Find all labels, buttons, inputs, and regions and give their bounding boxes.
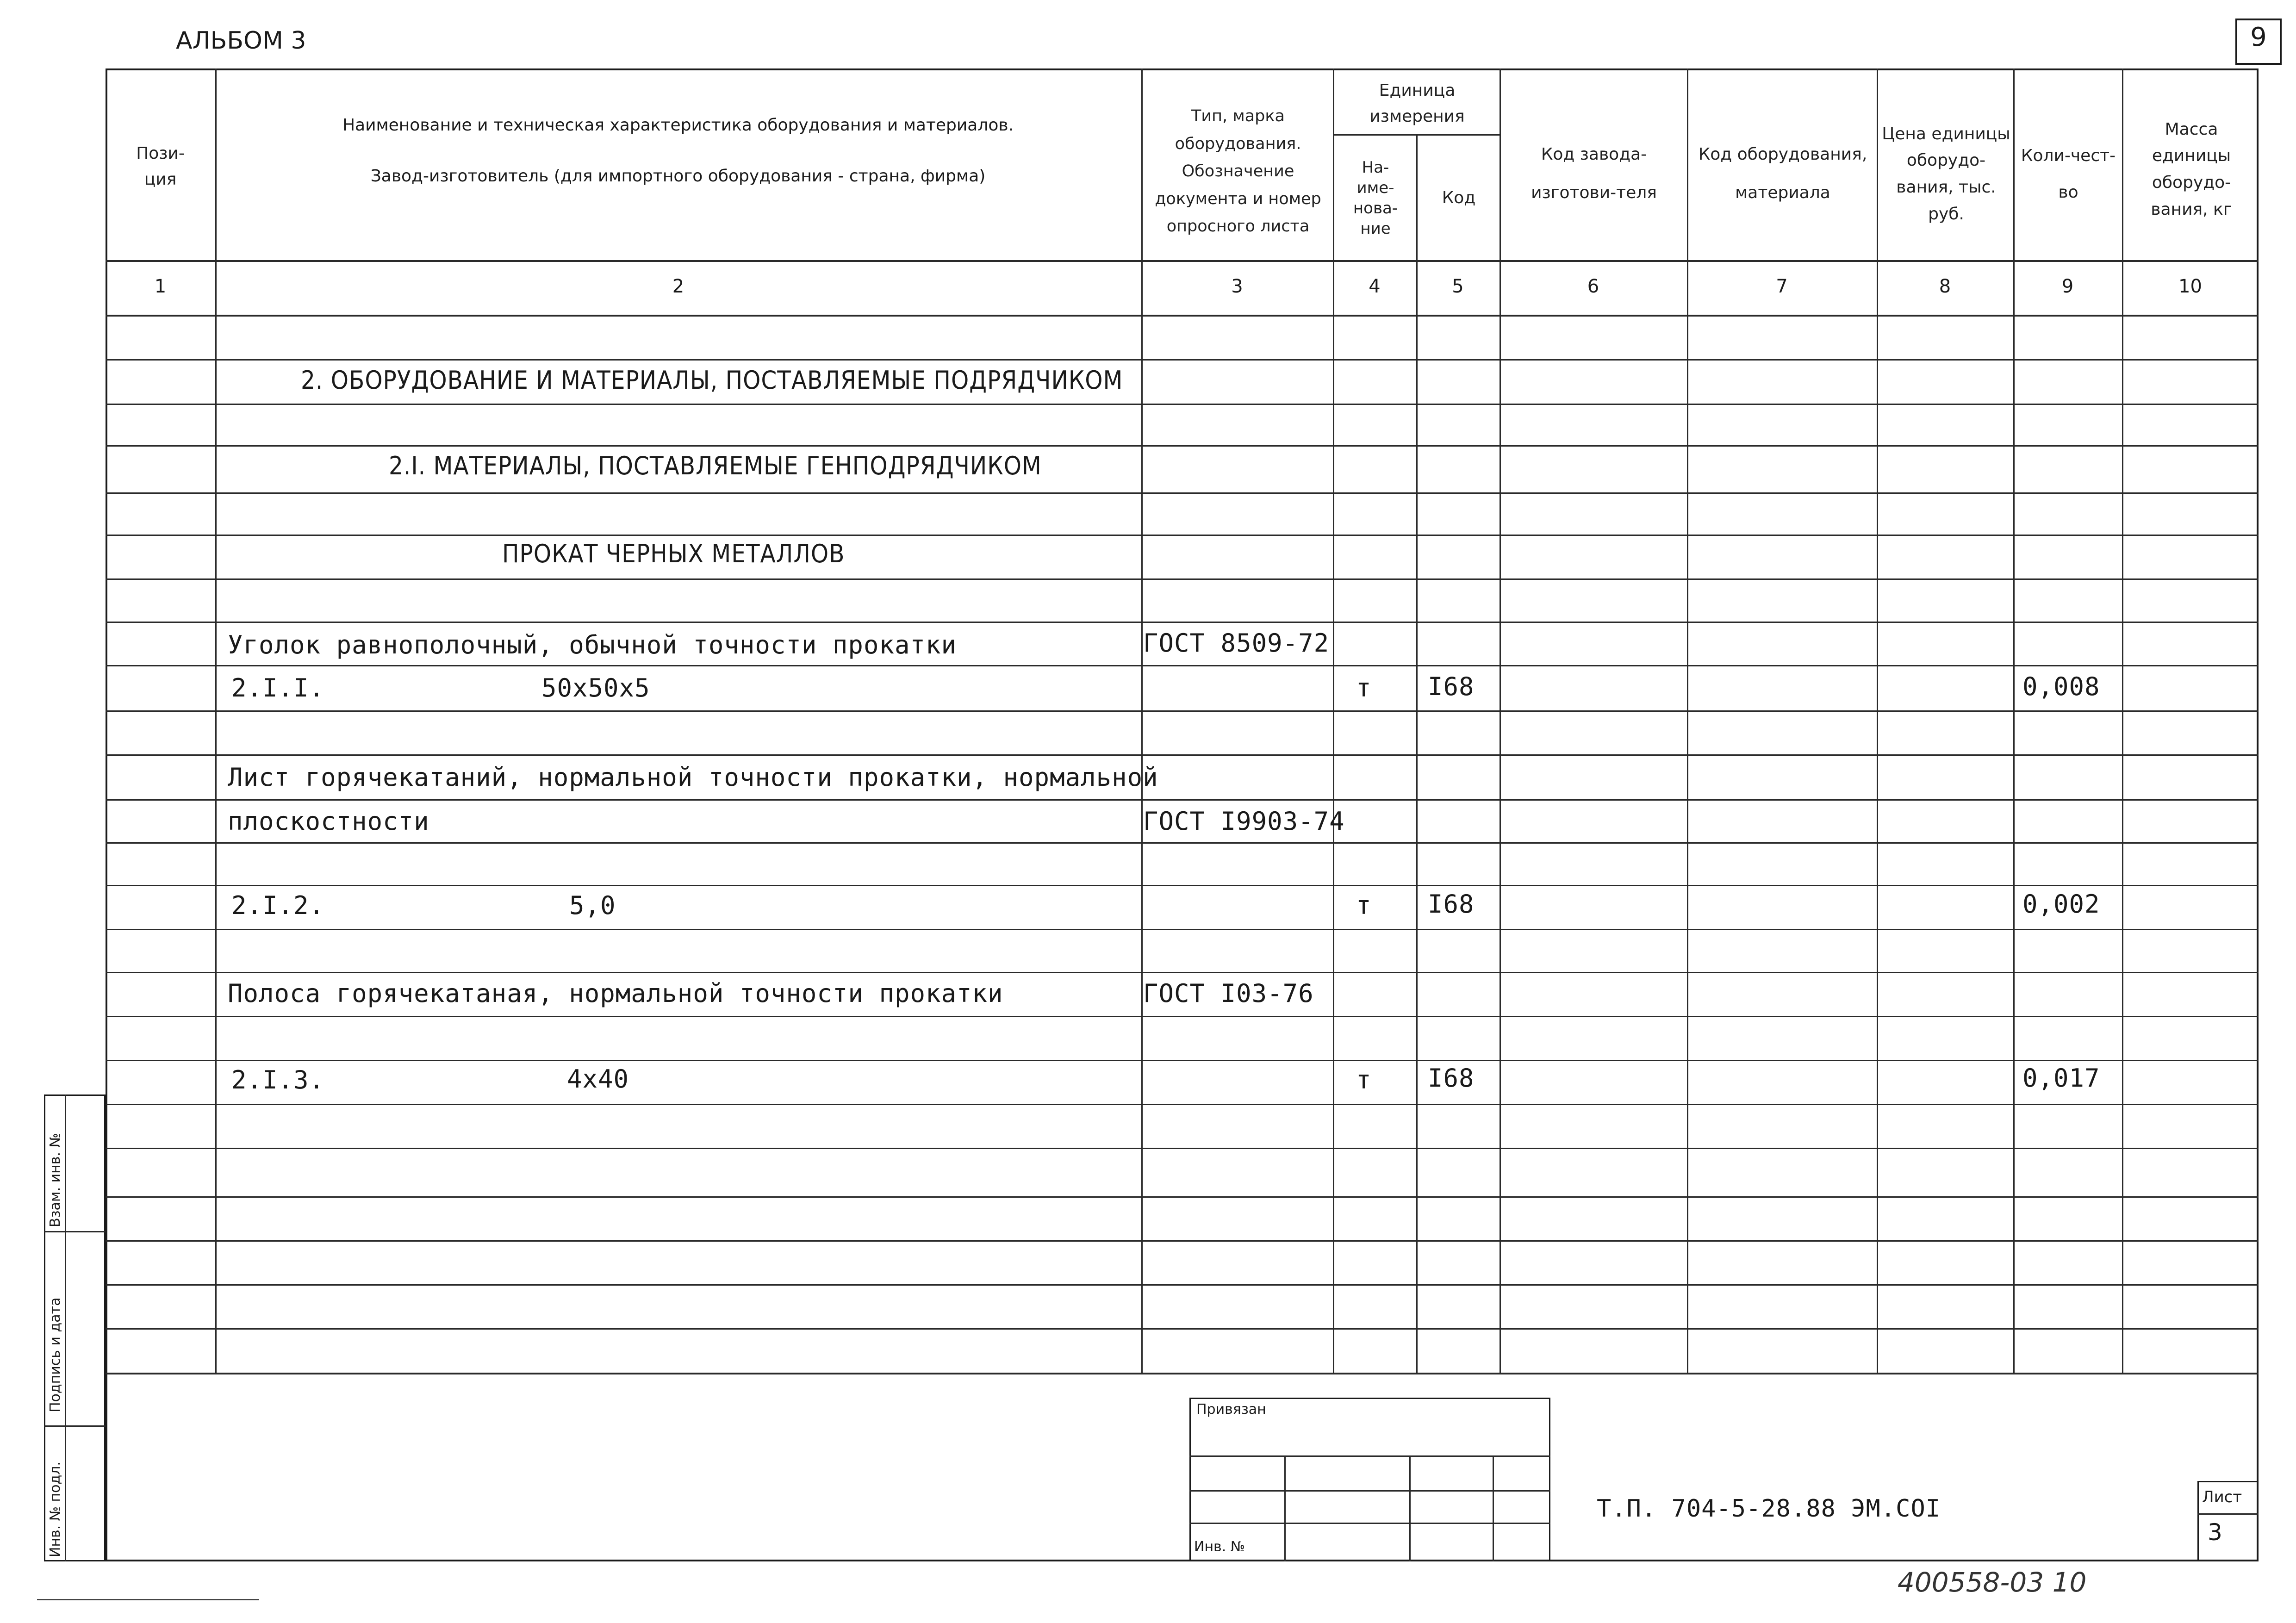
side-label-replace: Взам. инв. № bbox=[47, 1133, 63, 1227]
col-sep-6 bbox=[1687, 68, 1688, 1373]
row-line bbox=[106, 1328, 2259, 1330]
row-line bbox=[106, 710, 2259, 712]
binding-col bbox=[1284, 1455, 1286, 1561]
binding-col bbox=[1409, 1455, 1411, 1561]
item-description: Уголок равнополочный, обычной точности прокатки bbox=[228, 630, 957, 659]
column-number: 7 bbox=[1776, 276, 1788, 297]
col-sep-3 bbox=[1333, 68, 1334, 1373]
document-designation: Т.П. 704-5-28.88 ЭМ.СОI bbox=[1597, 1495, 1941, 1523]
column-number: 10 bbox=[2178, 276, 2202, 297]
column-number: 9 bbox=[2061, 276, 2074, 297]
item-document: ГОСТ I03-76 bbox=[1143, 979, 1314, 1008]
item-unit: т bbox=[1356, 891, 1372, 920]
side-label-sign: Подпись и дата bbox=[47, 1297, 63, 1412]
row-line bbox=[106, 754, 2259, 756]
item-document: ГОСТ I9903-74 bbox=[1143, 807, 1345, 836]
item-size: 4x40 bbox=[567, 1064, 629, 1094]
album-label: АЛЬБОМ 3 bbox=[176, 27, 306, 55]
item-quantity: 0,002 bbox=[2022, 889, 2100, 919]
item-position: 2.I.3. bbox=[231, 1065, 325, 1094]
side-stamp-line bbox=[44, 1425, 106, 1427]
section-heading-2-1: 2.I. МАТЕРИАЛЫ, ПОСТАВЛЯЕМЫЕ ГЕНПОДРЯДЧИКОМ bbox=[389, 451, 1042, 480]
binding-stamp bbox=[1189, 1398, 1550, 1561]
header-unit-group: Единица измерения bbox=[1369, 81, 1465, 126]
header-name-line1: Наименование и техническая характеристика оборудования и материалов. bbox=[342, 116, 1014, 135]
row-line bbox=[106, 929, 2259, 930]
archive-code: 400558-03 10 bbox=[1898, 1567, 2087, 1598]
header-bottom-line bbox=[106, 260, 2259, 262]
header-position: Пози- ция bbox=[136, 144, 185, 189]
section-heading-metal: ПРОКАТ ЧЕРНЫХ МЕТАЛЛОВ bbox=[502, 539, 845, 568]
row-line bbox=[106, 1016, 2259, 1017]
binding-col bbox=[1493, 1455, 1494, 1561]
side-stamp-divider bbox=[65, 1094, 66, 1561]
column-number-line bbox=[106, 315, 2259, 317]
row-line bbox=[106, 972, 2259, 973]
header-quantity: Коли-чест-во bbox=[2021, 146, 2116, 202]
sheet-label: Лист bbox=[2202, 1488, 2242, 1506]
column-number: 3 bbox=[1231, 276, 1243, 297]
item-unit: т bbox=[1356, 1065, 1372, 1094]
col-sep-9 bbox=[2122, 68, 2123, 1373]
header-mass: Масса единицы оборудо-вания, кг bbox=[2151, 119, 2232, 219]
item-quantity: 0,008 bbox=[2022, 672, 2100, 701]
item-description-cont: плоскостности bbox=[228, 807, 429, 836]
column-number: 5 bbox=[1452, 276, 1464, 297]
col-sep-5 bbox=[1500, 68, 1501, 1373]
binding-line bbox=[1189, 1523, 1550, 1524]
col-sep-1 bbox=[215, 68, 217, 1373]
row-line bbox=[106, 1284, 2259, 1286]
item-description: Полоса горячекатаная, нормальной точности прокатки bbox=[228, 979, 1003, 1008]
header-material-code: Код оборудования, материала bbox=[1698, 145, 1867, 202]
row-line bbox=[106, 404, 2259, 405]
row-line bbox=[106, 622, 2259, 623]
item-unit: т bbox=[1356, 673, 1372, 703]
col-sep-8 bbox=[2013, 68, 2015, 1373]
row-line bbox=[106, 1104, 2259, 1105]
side-stamp-line bbox=[44, 1231, 106, 1232]
binding-label: Привязан bbox=[1196, 1401, 1266, 1418]
row-line bbox=[106, 492, 2259, 494]
column-number: 6 bbox=[1587, 276, 1599, 297]
row-line bbox=[106, 578, 2259, 580]
header-unit-name: На- име- нова- ние bbox=[1353, 158, 1398, 238]
row-line bbox=[106, 1240, 2259, 1242]
binding-line bbox=[1189, 1455, 1550, 1457]
row-line bbox=[106, 1060, 2259, 1061]
binding-inv-label: Инв. № bbox=[1194, 1539, 1245, 1555]
column-number: 2 bbox=[672, 276, 684, 297]
row-line bbox=[106, 1196, 2259, 1198]
section-heading-2: 2. ОБОРУДОВАНИЕ И МАТЕРИАЛЫ, ПОСТАВЛЯЕМЫЕ ПОДРЯДЧИКОМ bbox=[301, 366, 1123, 395]
row-line bbox=[106, 359, 2259, 361]
sheet-box-line bbox=[2197, 1513, 2259, 1515]
header-type: Тип, марка оборудования. Обозначение документа и номер опросного листа bbox=[1155, 107, 1321, 236]
col-sep-7 bbox=[1877, 68, 1878, 1373]
row-line bbox=[106, 885, 2259, 886]
bottom-rule bbox=[37, 1599, 259, 1600]
header-name-line2: Завод-изготовитель (для импортного оборудования - страна, фирма) bbox=[370, 167, 986, 186]
col-sep-4 bbox=[1416, 134, 1418, 1373]
header-unit-code: Код bbox=[1442, 188, 1476, 208]
item-size: 5,0 bbox=[569, 891, 616, 920]
column-number: 8 bbox=[1939, 276, 1951, 297]
row-line bbox=[106, 1148, 2259, 1149]
row-line bbox=[106, 665, 2259, 666]
item-unit-code: I68 bbox=[1428, 889, 1475, 919]
row-line bbox=[106, 799, 2259, 801]
table-body-bottom bbox=[106, 1373, 2259, 1374]
row-line bbox=[106, 842, 2259, 844]
column-number: 1 bbox=[154, 276, 167, 297]
item-quantity: 0,017 bbox=[2022, 1063, 2100, 1093]
row-line bbox=[106, 535, 2259, 536]
col-sep-2 bbox=[1141, 68, 1143, 1373]
column-number: 4 bbox=[1369, 276, 1381, 297]
item-position: 2.I.I. bbox=[231, 673, 325, 703]
sheet-number: 3 bbox=[2208, 1519, 2222, 1546]
item-position: 2.I.2. bbox=[231, 891, 325, 920]
item-size: 50x50x5 bbox=[541, 673, 650, 703]
page-number: 9 bbox=[2250, 22, 2267, 52]
item-unit-code: I68 bbox=[1428, 1063, 1475, 1093]
side-label-original: Инв. № подл. bbox=[47, 1461, 63, 1557]
item-unit-code: I68 bbox=[1428, 672, 1475, 701]
binding-line bbox=[1189, 1490, 1550, 1492]
header-unit-price: Цена единицы оборудо-вания, тыс. руб. bbox=[1882, 124, 2010, 224]
header-factory-code: Код завода-изготови-теля bbox=[1531, 145, 1657, 202]
item-description: Лист горячекатаний, нормальной точности прокатки, нормальной bbox=[228, 763, 1158, 792]
item-document: ГОСТ 8509-72 bbox=[1143, 628, 1330, 658]
row-line bbox=[106, 445, 2259, 447]
